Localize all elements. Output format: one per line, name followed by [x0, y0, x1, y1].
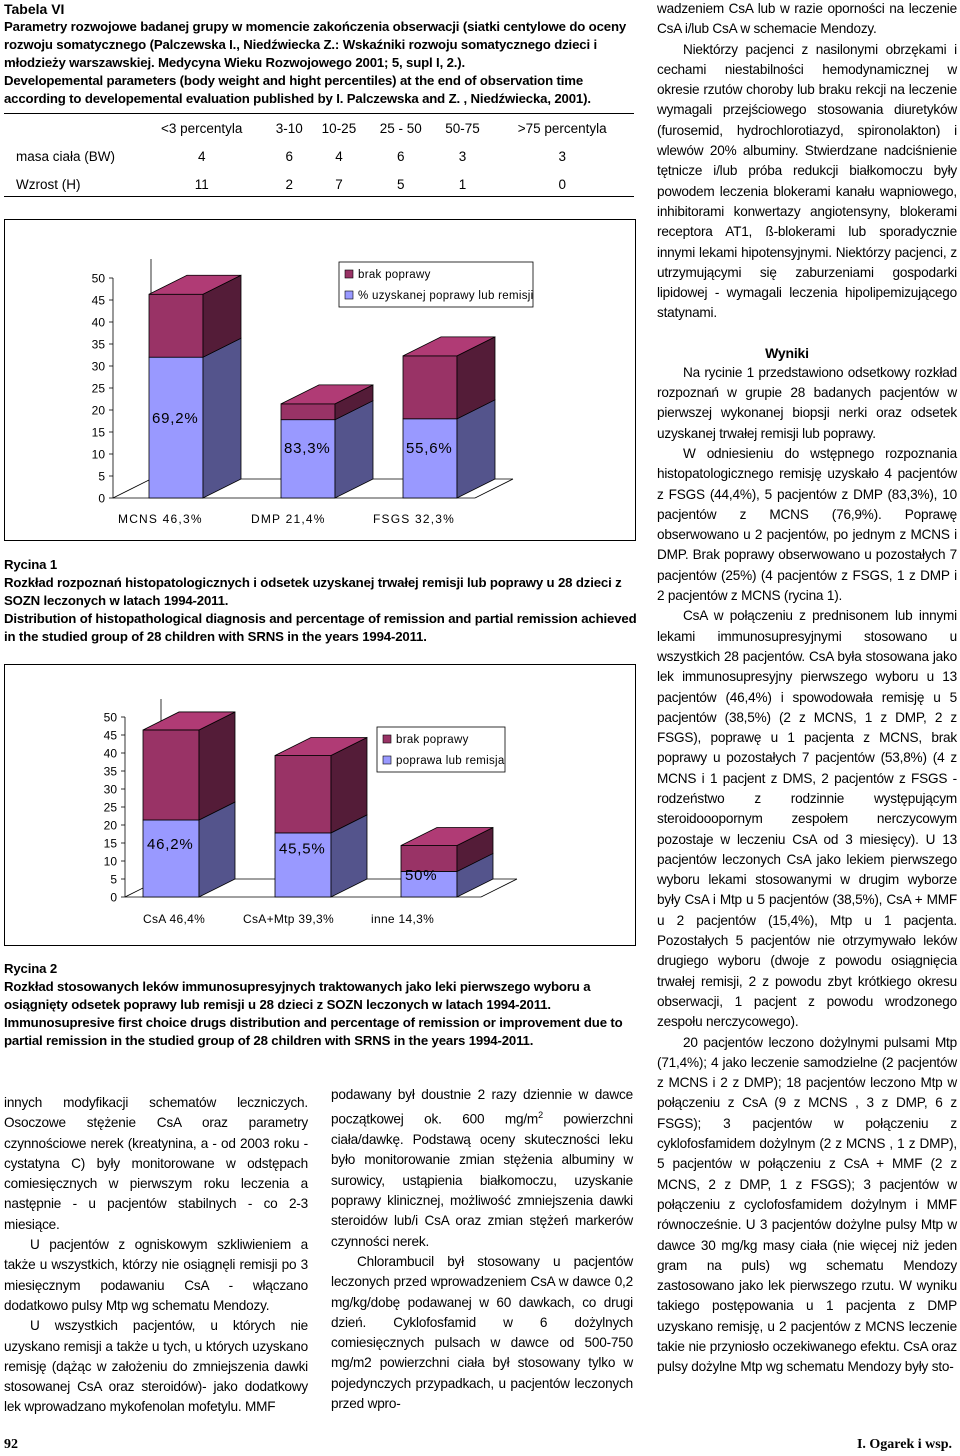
table-header-cell: >75 percentyla: [517, 120, 607, 136]
bar-segment: [403, 356, 457, 419]
chart-2-svg: [5, 665, 637, 947]
superscript: 2: [538, 1110, 543, 1121]
table-cell: 5: [396, 176, 405, 192]
paragraph: 20 pacjentów leczono dożylnymi pulsami Mtp (71,4%); 4 jako leczenie samodzielne (2 pacjentów z MCNS i 2 z DMP); 18 pacjentów leczono Mtp w połączeniu z CsA (9 z MCNS , 3 z DMP, 6 z FSGS); 3 pacjentów w połączeniu z cyklofosfamidem dożylnym (2 z MCNS , 1 z DMP), 5 pacjentów w połączeniu z CsA + MMF (2 z MCNS, 2 z DMP, 1 z FSGS); 3 pacjentów w połączeniu z cyclofosfamidem dożylnym i MMF równocześnie. U 3 pacjentów dożylne pulsy Mtp w dawce 30 mg/kg masy ciała (nie więcej niż jeden gram na puls) wg schematu Mendozy zastosowano jako lek pierwszego rzutu. W wyniku takiego postępowania u 1 pacjenta z DMP uzyskano remisję, u 2 pacjentów z MCNS leczenie takie nie przyniosło oczekiwanego efektu. CsA oraz pulsy dożylne Mtp wg schematu Mendozy były sto-: [657, 1034, 957, 1375]
figure-1-caption: [4, 556, 638, 646]
legend-label: brak poprawy: [358, 269, 431, 281]
legend-label: % uzyskanej poprawy lub remisji: [358, 290, 534, 302]
table-title: Tabela VI: [4, 1, 65, 17]
figure-1-caption-pl: Rozkład rozpoznań histopatologicznych i odsetek uzyskanej trwałej remisji lub poprawy u 28 dzieci z SOZN leczonych w latach 1994-2011.: [4, 575, 622, 608]
legend-label: poprawa lub remisja: [396, 755, 505, 767]
x-tick-label: CsA+Mtp 39,3%: [243, 912, 334, 926]
table-cell: 11: [194, 176, 209, 192]
y-tick-label: 35: [91, 337, 105, 352]
paragraph: Niektórzy pacjenci z nasilonymi obrzękami i cechami niestabilności hemodynamicznej w okresie rzutów choroby lub braku rekcji na leczenie wymagali przejściowego stosowania diuretyków (furosemid, hydrochlorotiazyd, spironolakton) i wlewów 20% albuminy. Stwierdzane nadciśnienie tętnicze i/lub próba redukcji białkomoczu były powodem leczenia blokerami kanału wapniowego, inhibitorami konwertazy angiotensyny, blokerami receptora AT1, ß-blokerami lub sporadycznie innymi lekami hipotensyjnymi. Niektórzy pacjenci, z utrzymującymi się zaburzeniami gospodarki lipidowej - wymagali leczenia hipolipemizującego statynami.: [657, 41, 957, 321]
chart-1: [4, 219, 636, 541]
x-tick-label: inne 14,3%: [371, 912, 435, 926]
y-tick-label: 45: [103, 728, 117, 743]
y-tick-label: 15: [91, 425, 105, 440]
figure-1-label: Rycina 1: [4, 557, 58, 572]
legend-swatch: [345, 270, 353, 278]
table-header: [4, 0, 638, 108]
bar-segment: [281, 404, 335, 420]
x-tick-label: FSGS 32,3%: [373, 512, 456, 526]
y-tick-label: 25: [91, 381, 105, 396]
bar-segment: [149, 294, 203, 357]
percentile-table: [4, 113, 634, 197]
table-row: [4, 142, 634, 170]
y-tick-label: 20: [103, 818, 117, 833]
page-number: 92: [4, 1437, 18, 1452]
paragraph-part: podawany był doustnie 2 razy dziennie w dawce początkowej ok. 600 mg/m: [331, 1087, 633, 1127]
paragraph: CsA w połączeniu z prednisonem lub innymi lekami immunosupresyjnymi stosowano u wszystkich 28 pacjentów. CsA była stosowana jako lek immunosupresyjny pierwszego wyboru u 13 pacjentów (46,4%) i spowodowała remisję u 5 pacjentów (38,5%) (2 z MCNS, 1 z DMP, 2 z FSGS), poprawę u 1 pacjenta z MCNS, brak poprawy u pozostałych 7 pacjentów (53,8%) (4 z MCNS i 1 pacjent z DMS, 2 pacjentów z FSGS - rodzeństwo z rodzinnie występującym steroidooopornym zespołem nerczycowym pozostaje w leczeniu CsA od 3 miesięcy). U 13 pacjentów leczonych CsA jako lekiem pierwszego wyboru lekami stosowanymi w drugim wyborze były CsA i Mtp u 5 pacjentów (38,5%), CsA + MMF u 2 pacjentów (15,4%), Mtp u 1 pacjenta. Pozostałych 5 pacjentów nie otrzymywało leków drugiego wyboru (dwoje z powodu osiągnięcia trwałej remisji, 2 z powodu zbyt krótkiego okresu obserwacji, 1 pacjent z powodu wrodzonego zespołu nerczycowego).: [657, 608, 957, 1030]
bar-side: [199, 712, 235, 820]
data-label: 83,3%: [284, 440, 331, 458]
y-tick-label: 35: [103, 764, 117, 779]
table-cell: 3: [558, 148, 566, 164]
table-cell: 4: [197, 148, 206, 164]
bar-segment: [143, 730, 199, 820]
y-tick-label: 30: [103, 782, 117, 797]
table-header-row: [4, 114, 634, 142]
data-label: 50%: [405, 867, 438, 885]
y-tick-label: 15: [103, 836, 117, 851]
table-caption-en: Developemental parameters (body weight and hight percentiles) at the end of observation time according to developemental evaluation published by I. Palczewska and Z. , Niedźwiecka, 2001).: [4, 73, 591, 106]
table-cell: 3: [458, 148, 467, 164]
data-label: 55,6%: [406, 440, 453, 458]
text-column-middle: [331, 1085, 633, 1414]
y-tick-label: 10: [91, 447, 105, 462]
paragraph-part: powierzchni ciała/dawkę. Podstawą oceny skuteczności leku było monitorowanie zmian stężenia albuminy w surowicy, ustąpienia białkomoczu, uzyskanie poprawy klinicznej, możliwość zmniejszenia dawki steroidów lub/i CsA oraz zmian stężeń markerów czynności nerek.: [331, 1111, 634, 1249]
table-row: [4, 170, 634, 198]
chart-wall: [113, 259, 151, 498]
legend-swatch: [383, 735, 391, 743]
y-tick-label: 5: [98, 469, 105, 484]
text-column-right: [657, 0, 957, 1378]
paragraph: Na rycinie 1 przedstawiono odsetkowy rozkład rozpoznań w grupie 28 badanych pacjentów w pierwszej wykonanej biopsji nerki oraz odsetek uzyskanej trwałej remisji lub poprawy.: [657, 364, 957, 441]
y-tick-label: 50: [103, 710, 117, 725]
data-label: 69,2%: [152, 410, 199, 428]
y-tick-label: 40: [91, 315, 105, 330]
text-column-left: [4, 1093, 308, 1418]
y-tick-label: 10: [103, 854, 117, 869]
running-head: I. Ogarek i wsp.: [856, 1437, 952, 1452]
y-tick-label: 0: [98, 491, 105, 506]
paragraph: wadzeniem CsA lub w razie oporności na leczenie CsA i/lub CsA w schemacie Mendozy.: [657, 1, 957, 37]
table-cell: 2: [285, 176, 294, 192]
table-header-cell: <3 percentyla: [161, 120, 243, 136]
figure-2-label: Rycina 2: [4, 961, 58, 976]
x-tick-label: DMP 21,4%: [251, 512, 326, 526]
legend-swatch: [345, 291, 353, 299]
table-row-label: Wzrost (H): [16, 176, 81, 192]
y-tick-label: 20: [91, 403, 105, 418]
table-cell: 0: [558, 176, 566, 192]
table-header-cell: 25 - 50: [379, 120, 422, 136]
table-header-cell: 10-25: [321, 120, 357, 136]
paragraph: U wszystkich pacjentów, u których nie uzyskano remisji a także u tych, u których uzyskano remisję (dążąc w założeniu do zmniejszenia dawki stosowanej CsA oraz steroidów)- jako dodatkowy lek wprowadzano mykofenolan mofetylu. MMF: [4, 1318, 308, 1415]
y-tick-label: 0: [110, 890, 117, 905]
bar-segment: [275, 756, 331, 833]
bar-segment: [143, 820, 199, 897]
y-tick-label: 45: [91, 293, 105, 308]
y-tick-label: 50: [91, 271, 105, 286]
table-header-cell: [4, 114, 136, 142]
bar-segment: [281, 420, 335, 498]
table-cell: 4: [335, 148, 343, 164]
table-row-label: masa ciała (BW): [16, 148, 116, 164]
figure-2-caption-pl: Rozkład stosowanych leków immunosupresyjnych traktowanych jako leki pierwszego wyboru a osiągnięty odsetek poprawy lub remisji u 28 dzieci z SOZN leczonych w latach 1994-2011.: [4, 979, 591, 1012]
legend-label: brak poprawy: [396, 734, 469, 746]
bar-side: [203, 338, 241, 498]
paragraph: [331, 1085, 633, 1252]
chart-1-svg: [5, 220, 637, 542]
table-cell: 1: [458, 176, 467, 192]
x-tick-label: CsA 46,4%: [143, 912, 206, 926]
paragraph: U pacjentów z ogniskowym szkliwieniem a także u wszystkich, którzy nie osiągnęli remisji po 3 miesięcznym podawaniu CsA - włączano dodatkowo pulsy Mtp wg schematu Mendozy.: [4, 1237, 308, 1313]
bar-segment: [149, 357, 203, 498]
y-tick-label: 5: [110, 872, 117, 887]
y-tick-label: 30: [91, 359, 105, 374]
paragraph: W odniesieniu do wstępnego rozpoznania histopatologicznego remisję uzyskało 4 pacjentów z FSGS (44,4%), 5 pacjentów z DMP (83,3%), 10 pacjentów z MCNS (76,9%). Poprawę obserwowano u 2 pacjentów, po jednym z MCNS i DMP. Brak poprawy obserwowano u pozostałych 7 pacjentów (25%) (4 pacjentów z FSGS, 1 z DMP i 2 pacjentów z MCNS (rycina 1).: [657, 445, 957, 604]
bar-segment: [403, 419, 457, 498]
paragraph: innych modyfikacji schematów leczniczych. Osoczowe stężenie CsA oraz parametry czynnościowe nerek (kreatynina, a - od 2003 roku - cystatyna C) były monitorowane w odstępach comiesięcznych w pierwszym roku leczenia a następnie - u pacjentów stabilnych - co 2-3 miesiące.: [4, 1095, 308, 1232]
table-cell: 6: [396, 148, 405, 164]
figure-1-caption-en: Distribution of histopathological diagnosis and percentage of remission and partial remission achieved in the studied group of 28 children with SRNS in the years 1994-2011.: [4, 611, 637, 644]
table-header-cell: 50-75: [445, 120, 480, 136]
paragraph: Chlorambucil był stosowany u pacjentów leczonych przed wprowadzeniem CsA w dawce 0,2 mg/kg/dobę podawanej w 60 dawkach, co drugi dzień. Cyklofosfamid w 6 dożylnych comiesięcznych pulsach w dawce od 500-750 mg/m2 powierzchni ciała był stosowany tylko w pojedynczych przypadkach, u pacjentów leczonych przed wpro-: [331, 1253, 633, 1411]
table-cell: 7: [335, 176, 343, 192]
y-tick-label: 40: [103, 746, 117, 761]
figure-2-caption: [4, 960, 638, 1050]
data-label: 45,5%: [279, 840, 326, 858]
y-tick-label: 25: [103, 800, 117, 815]
legend-swatch: [383, 756, 391, 764]
table-caption-pl: Parametry rozwojowe badanej grupy w momencie zakończenia obserwacji (siatki centylowe do oceny rozwoju somatycznego (Palczewska I., Niedźwiecka Z.: Wskaźniki rozwoju somatycznego dzieci i młodzieży warszawskiej. Medycyna Wieku Rozwojowego 2001; 5, supl I, 2.).: [4, 19, 627, 70]
data-label: 46,2%: [147, 836, 194, 854]
table-header-cell: 3-10: [275, 120, 303, 136]
figure-2-caption-en: Immunosupresive first choice drugs distribution and percentage of remission or improvement due to partial remission in the studied group of 28 children with SRNS in the years 1994-2011.: [4, 1015, 623, 1048]
x-tick-label: MCNS 46,3%: [118, 512, 203, 526]
table-cell: 6: [285, 148, 294, 164]
section-heading-results: Wyniki: [765, 344, 809, 361]
chart-2: [4, 664, 636, 946]
